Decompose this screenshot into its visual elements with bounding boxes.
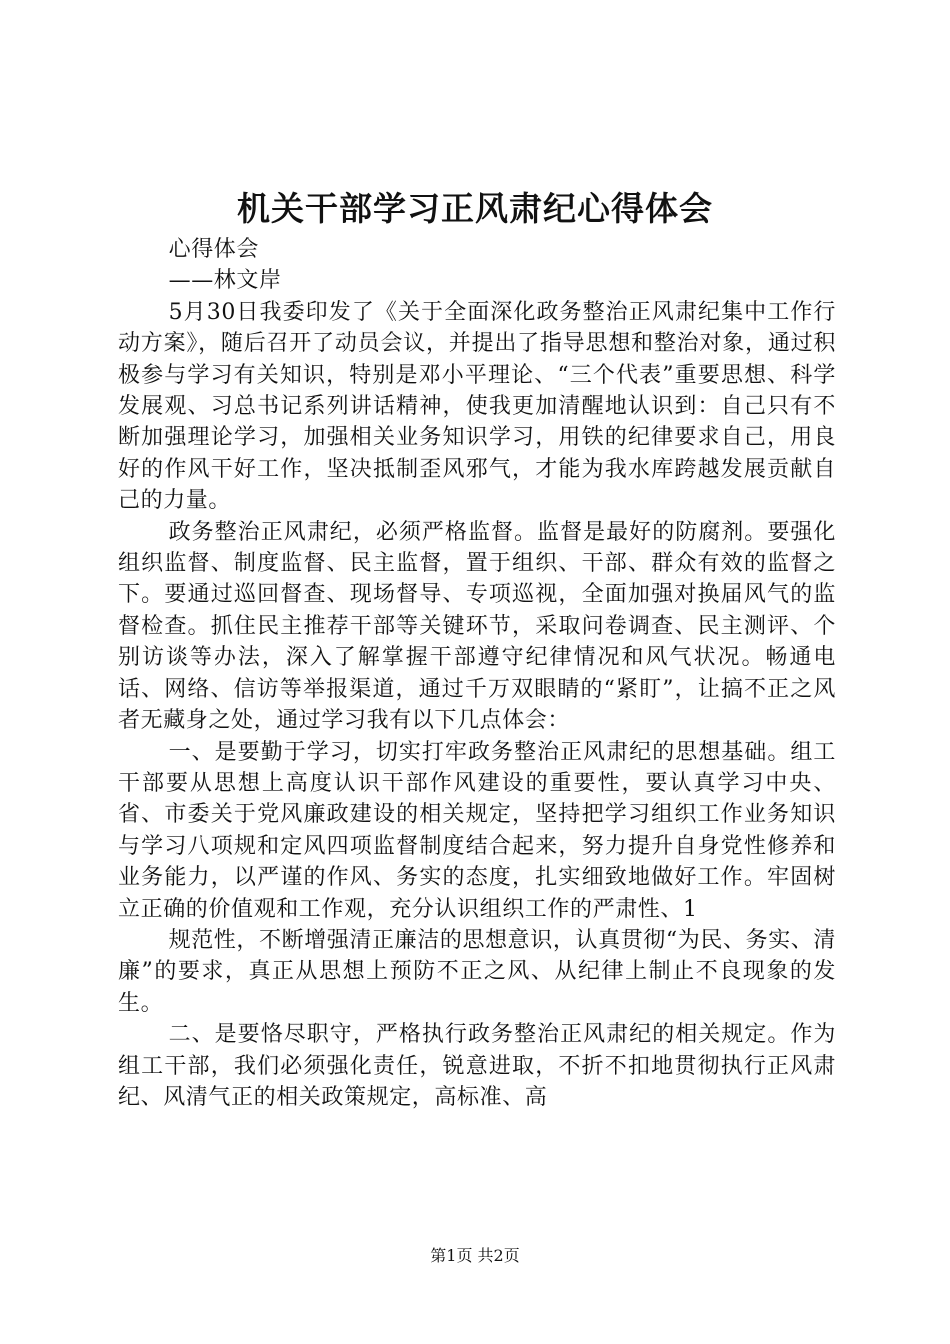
author-line: ——林文岸 bbox=[168, 268, 282, 294]
document-body bbox=[118, 234, 836, 1113]
paragraph: 一、是要勤于学习，切实打牢政务整治正风肃纪的思想基础。组工干部要从思想上高度认识干部作风建设的重要性，要认真学习中央、省、市委关于党风廉政建设的相关规定，坚持把学习组织工作业务知识与学习八项规和定风四项监督制度结合起来，努力提升自身党性修养和业务能力，以严谨的作风、务实的态度，扎实细致地做好工作。牢固树立正确的价值观和工作观，充分认识组织工作的严肃性、1 bbox=[118, 739, 836, 922]
paragraph: 政务整治正风肃纪，必须严格监督。监督是最好的防腐剂。要强化组织监督、制度监督、民主监督，置于组织、干部、群众有效的监督之下。要通过巡回督查、现场督导、专项巡视，全面加强对换届风气的监督检查。抓住民主推荐干部等关键环节，采取问卷调查、民主测评、个别访谈等办法，深入了解掌握干部遵守纪律情况和风气状况。畅通电话、网络、信访等举报渠道，通过千万双眼睛的“紧盯”，让搞不正之风者无藏身之处，通过学习我有以下几点体会： bbox=[118, 519, 836, 734]
paragraph: 规范性，不断增强清正廉洁的思想意识，认真贯彻“为民、务实、清廉”的要求，真正从思想上预防不正之风、从纪律上制止不良现象的发生。 bbox=[118, 927, 836, 1016]
document-title: 机关干部学习正风肃纪心得体会 bbox=[237, 189, 713, 228]
page-number-footer: 第1页 共2页 bbox=[430, 1246, 520, 1265]
subtitle-line: 心得体会 bbox=[168, 237, 259, 262]
paragraph: 5月30日我委印发了《关于全面深化政务整治正风肃纪集中工作行动方案》，随后召开了动员会议，并提出了指导思想和整治对象，通过积极参与学习有关知识，特别是邓小平理论、“三个代表”重要思想、科学发展观、习总书记系列讲话精神，使我更加清醒地认识到：自己只有不断加强理论学习，加强相关业务知识学习，用铁的纪律要求自己，用良好的作风干好工作，坚决抵制歪风邪气，才能为我水库跨越发展贡献自己的力量。 bbox=[118, 299, 836, 514]
paragraph: 二、是要恪尽职守，严格执行政务整治正风肃纪的相关规定。作为组工干部，我们必须强化责任，锐意进取，不折不扣地贯彻执行正风肃纪、风清气正的相关政策规定，高标准、高 bbox=[118, 1022, 836, 1110]
